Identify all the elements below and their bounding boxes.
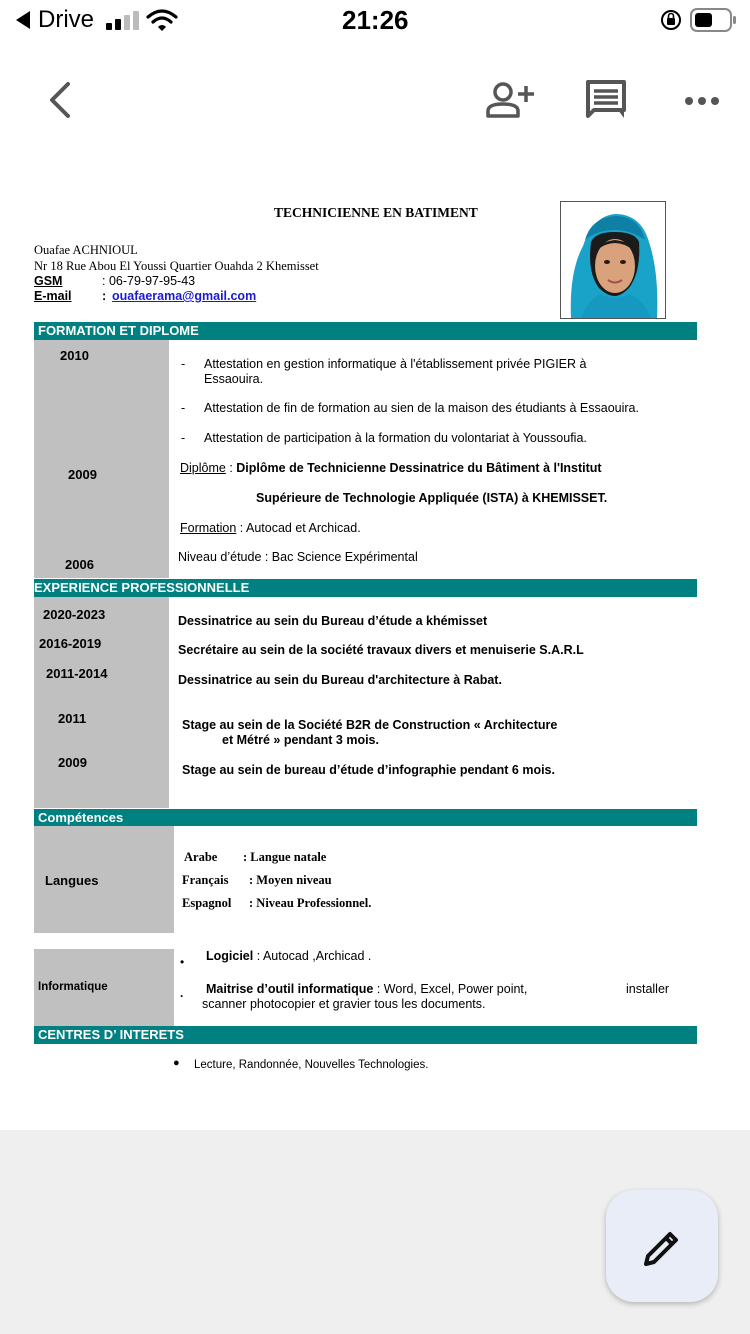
experience-text: Secrétaire au sein de la société travaux divers et menuiserie S.A.R.L [178, 643, 584, 657]
experience-year-column [34, 597, 169, 808]
formation-value: : Autocad et Archicad. [236, 521, 361, 535]
experience-text: Stage au sein de la Société B2R de Construction « Architecture [182, 718, 558, 732]
signal-icon [106, 10, 140, 35]
chevron-left-icon[interactable] [46, 80, 74, 125]
formation-year: 2010 [60, 348, 89, 363]
cv-address: Nr 18 Rue Abou El Youssi Quartier Ouahda 2 Khemisset [34, 259, 319, 273]
maitrise-label: Maitrise d’outil informatique [206, 982, 374, 996]
wifi-icon [146, 8, 178, 37]
cv-name: Ouafae ACHNIOUL [34, 243, 138, 257]
language-level: : Moyen niveau [249, 873, 332, 887]
formation-year: 2009 [68, 467, 97, 482]
experience-text-cont: et Métré » pendant 3 mois. [222, 733, 379, 747]
section-interets-header: CENTRES D’ INTERETS [34, 1026, 697, 1044]
person-add-icon[interactable] [486, 80, 536, 125]
formation-item: Attestation en gestion informatique à l'établissement privée PIGIER à [204, 357, 587, 371]
experience-text: Dessinatrice au sein du Bureau d'architecture à Rabat. [178, 673, 502, 687]
list-dash: - [181, 357, 186, 371]
diplome-label: Diplôme [180, 461, 226, 475]
pencil-icon [642, 1226, 684, 1273]
formation-item: Attestation de fin de formation au sien de la maison des étudiants à Essaouira. [204, 401, 639, 415]
formation-item-cont: Essaouira. [204, 372, 264, 386]
logiciel-value: : Autocad ,Archicad . [253, 949, 372, 963]
diplome-value-cont: Supérieure de Technologie Appliquée (ISTA) à KHEMISSET. [256, 491, 608, 505]
formation-line [180, 521, 361, 535]
battery-icon [690, 8, 738, 37]
language-name: Espagnol [182, 896, 232, 910]
maitrise-value-b: installer [626, 982, 670, 996]
cv-title: TECHNICIENNE EN BATIMENT [274, 205, 478, 220]
experience-year: 2016-2019 [39, 636, 102, 651]
diplome-value: Diplôme de Technicienne Dessinatrice du Bâtiment à l'Institut [236, 461, 602, 475]
experience-year: 2009 [58, 755, 87, 770]
logiciel-label: Logiciel [206, 949, 254, 963]
list-dash: - [181, 401, 186, 415]
list-dash: - [181, 431, 186, 445]
niveau-etude: Niveau d’étude : Bac Science Expérimental [178, 550, 418, 564]
diplome-line [180, 461, 602, 475]
maitrise-value: : Word, Excel, Power point, [373, 982, 528, 996]
back-triangle-icon[interactable] [14, 9, 32, 36]
back-app-label[interactable]: Drive [38, 6, 95, 33]
experience-year: 2011 [58, 711, 87, 726]
gsm-label: GSM [34, 274, 63, 288]
gsm-value: : 06-79-97-95-43 [102, 274, 196, 288]
clock: 21:26 [342, 5, 409, 35]
email-label: E-mail [34, 289, 72, 303]
formation-item: Attestation de participation à la formation du volontariat à Youssoufia. [204, 431, 587, 445]
bullet: • [180, 955, 185, 969]
maitrise-line [206, 982, 527, 996]
experience-year: 2020-2023 [43, 607, 106, 622]
maitrise-line-cont: scanner photocopier et gravier tous les documents. [202, 997, 486, 1011]
language-level: : Niveau Professionnel. [249, 896, 372, 910]
comment-icon[interactable] [584, 78, 628, 127]
email-colon: : [102, 289, 107, 303]
email-link[interactable]: ouafaerama@gmail.com [112, 289, 257, 303]
more-horizontal-icon[interactable] [684, 94, 720, 112]
experience-text: Stage au sein de bureau d’étude d’infographie pendant 6 mois. [182, 763, 555, 777]
bullet: ● [173, 1057, 180, 1069]
formation-year-column [34, 340, 169, 578]
section-formation-header: FORMATION ET DIPLOME [34, 322, 697, 340]
formation-year: 2006 [65, 557, 94, 572]
language-level: : Langue natale [243, 850, 327, 864]
edit-fab-button[interactable] [606, 1190, 718, 1302]
language-name: Arabe [184, 850, 218, 864]
language-name: Français [182, 873, 229, 887]
interets-text: Lecture, Randonnée, Nouvelles Technologies. [194, 1059, 429, 1071]
langues-label: Langues [45, 873, 99, 888]
experience-text: Dessinatrice au sein du Bureau d’étude a khémisset [178, 614, 488, 628]
profile-photo [560, 201, 666, 319]
logiciel-line [206, 949, 371, 963]
section-competences-header: Compétences [34, 809, 697, 826]
experience-year: 2011-2014 [46, 666, 108, 681]
bullet: . [180, 986, 184, 1000]
cv-document[interactable] [0, 150, 750, 1130]
diplome-sep: : [225, 461, 237, 475]
orientation-lock-icon [660, 9, 682, 36]
formation-label: Formation [180, 521, 237, 535]
informatique-label: Informatique [38, 981, 108, 993]
section-experience-header: EXPERIENCE PROFESSIONNELLE [34, 579, 697, 597]
